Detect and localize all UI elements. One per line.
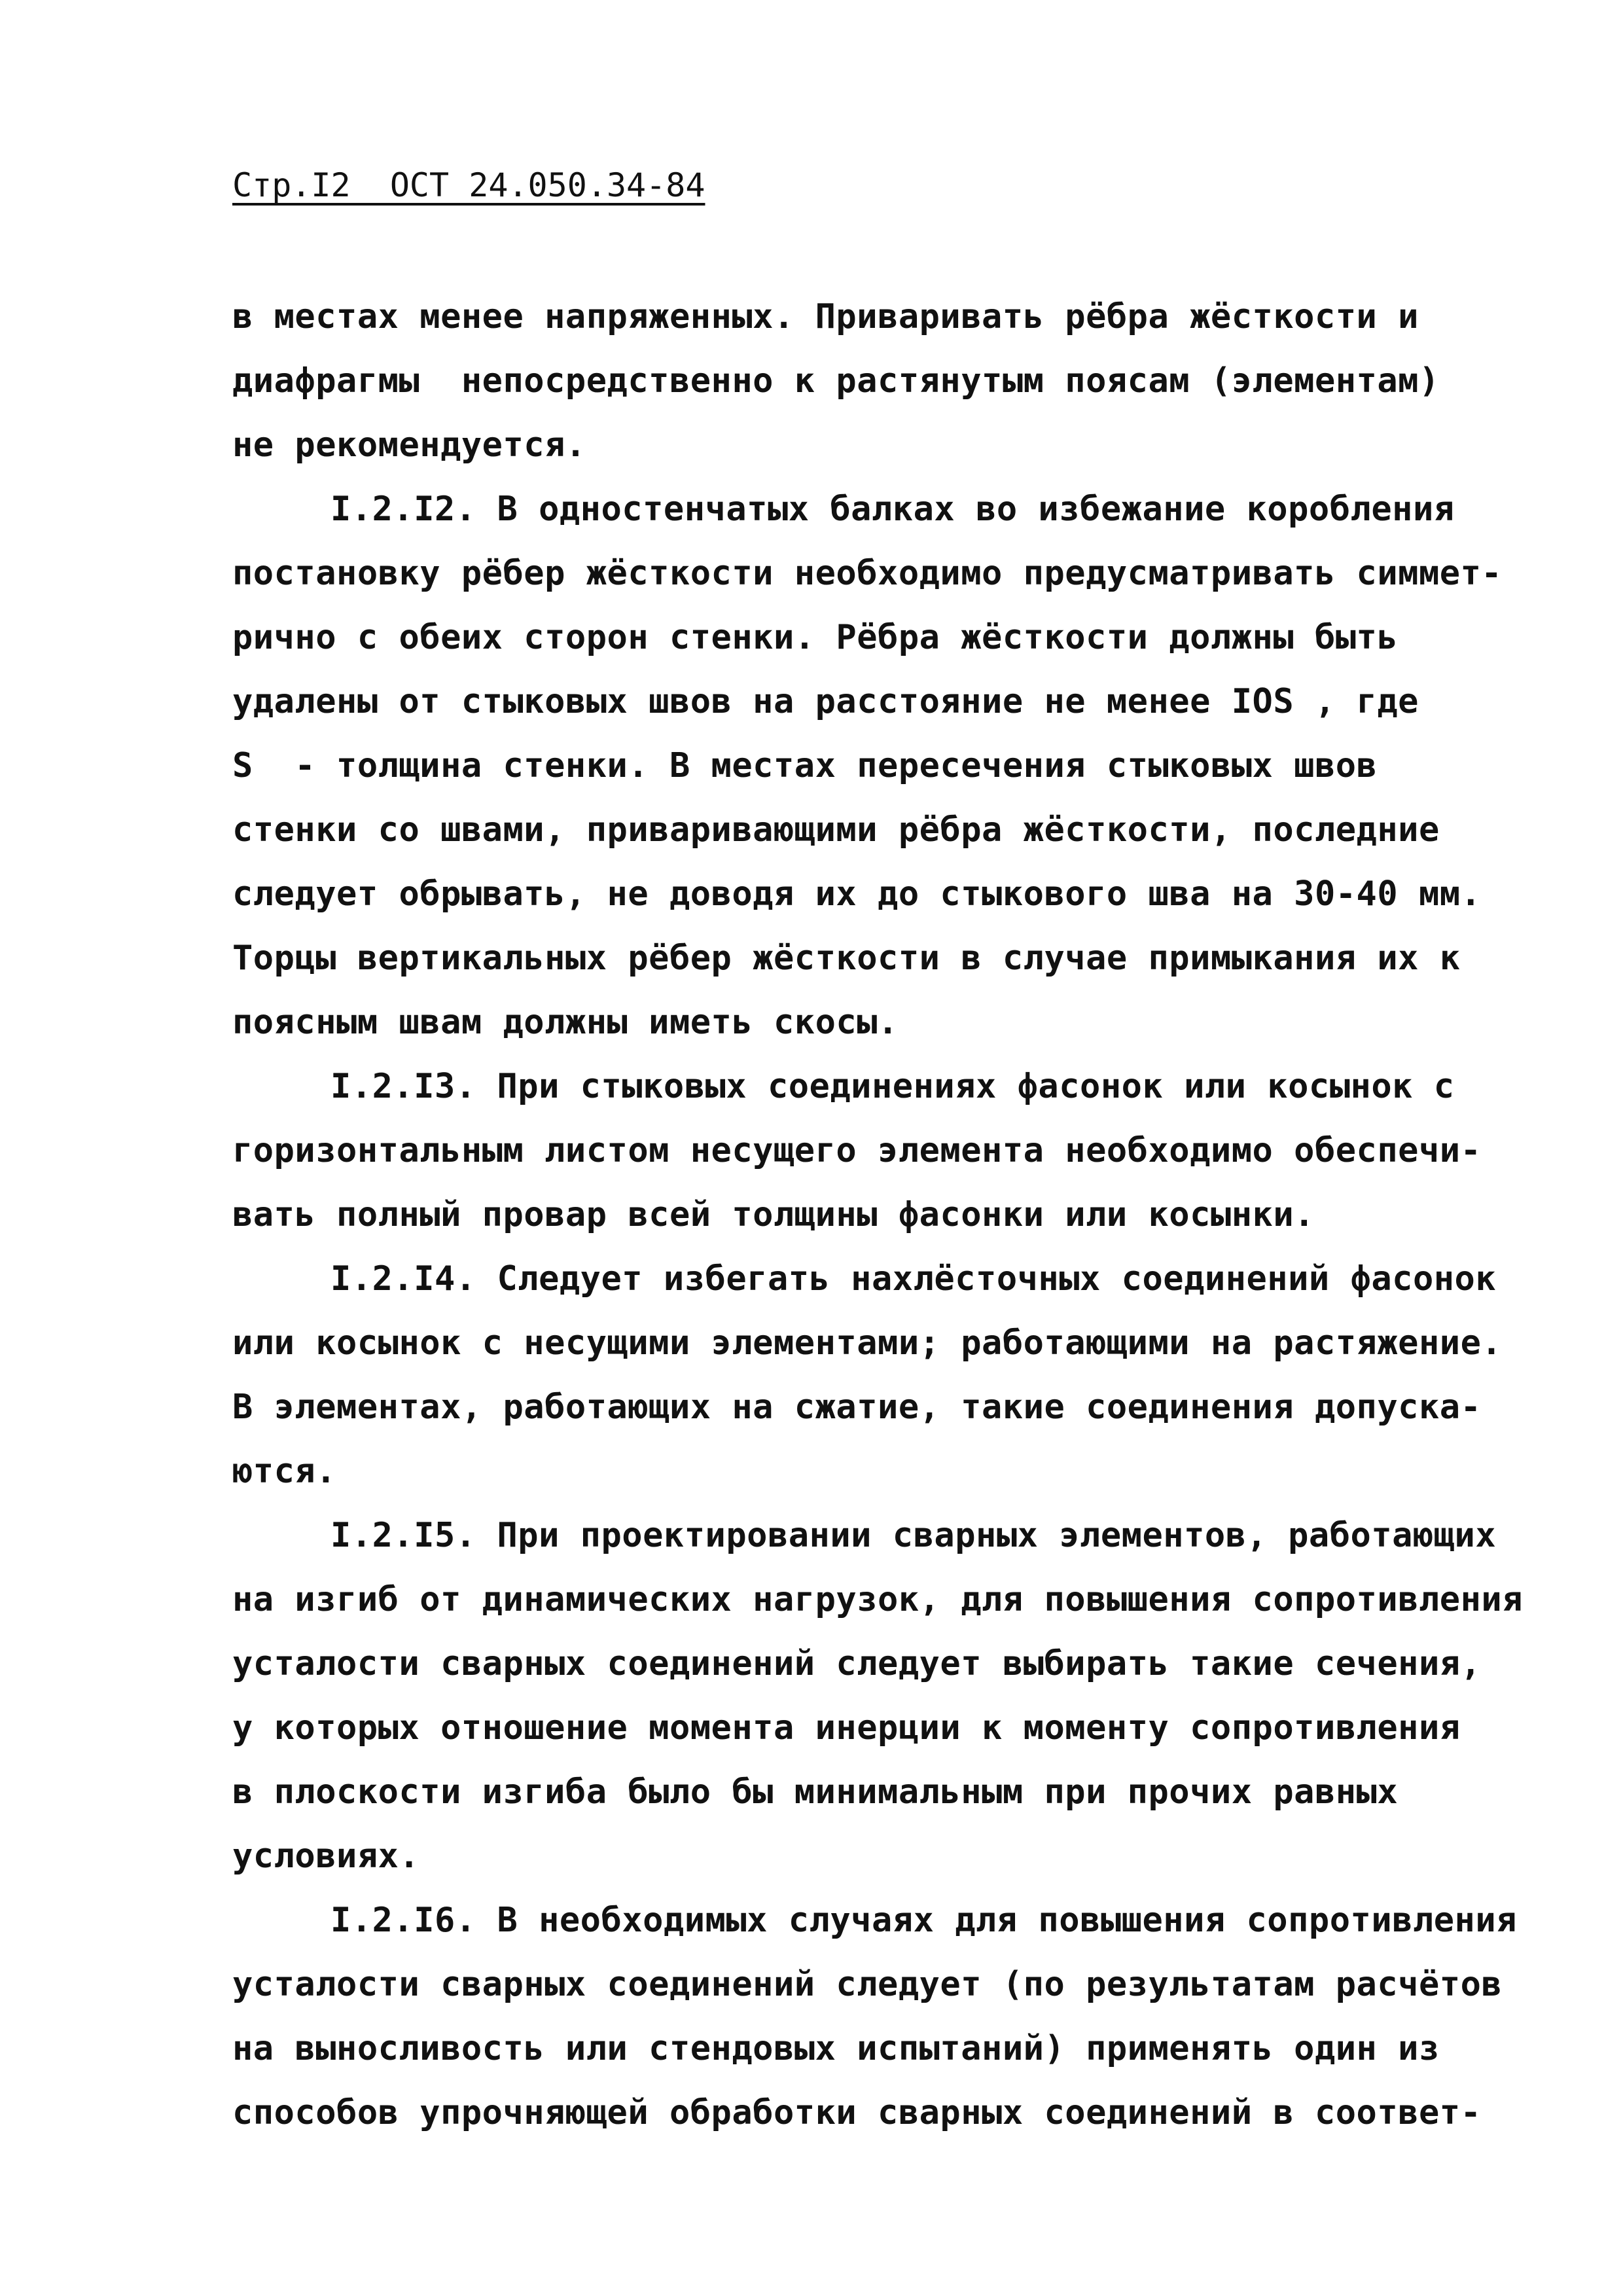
text-line: постановку рёбер жёсткости необходимо предусматривать симмет- [232, 554, 1503, 593]
text-line: поясным швам должны иметь скосы. [232, 1003, 899, 1042]
text-line: I.2.I6. В необходимых случаях для повышения сопротивления [330, 1901, 1517, 1940]
text-line: условиях. [232, 1837, 420, 1876]
text-line: диафрагмы непосредственно к растянутым поясам (элементам) [232, 361, 1440, 401]
text-line: в местах менее напряженных. Приваривать рёбра жёсткости и [232, 297, 1419, 336]
text-line: в плоскости изгиба было бы минимальным при прочих равных [232, 1772, 1399, 1812]
text-line: следует обрывать, не доводя их до стыкового шва на 30-40 мм. [232, 874, 1482, 914]
body-text [232, 285, 1524, 2145]
text-line: I.2.I5. При проектировании сварных элементов, работающих [330, 1516, 1497, 1555]
text-line: или косынок с несущими элементами; работающими на растяжение. [232, 1323, 1503, 1363]
text-line: В элементах, работающих на сжатие, такие соединения допуска- [232, 1388, 1482, 1427]
text-line: горизонтальным листом несущего элемента необходимо обеспечи- [232, 1131, 1482, 1170]
text-line: Торцы вертикальных рёбер жёсткости в случае примыкания их к [232, 939, 1461, 978]
text-line: способов упрочняющей обработки сварных соединений в соответ- [232, 2093, 1482, 2132]
text-line: I.2.I3. При стыковых соединениях фасонок или косынок с [330, 1067, 1455, 1106]
text-line: удалены от стыковых швов на расстояние не менее IOS , где [232, 682, 1419, 721]
text-line: на изгиб от динамических нагрузок, для повышения сопротивления [232, 1580, 1524, 1619]
text-line: у которых отношение момента инерции к моменту сопротивления [232, 1708, 1461, 1748]
text-line: ются. [232, 1452, 337, 1491]
text-line: усталости сварных соединений следует выбирать такие сечения, [232, 1644, 1482, 1683]
page-header: Стр.I2 ОСТ 24.050.34-84 [232, 166, 705, 204]
text-line: S - толщина стенки. В местах пересечения стыковых швов [232, 746, 1378, 785]
text-line: I.2.I4. Следует избегать нахлёсточных соединений фасонок [330, 1259, 1497, 1299]
text-line: вать полный провар всей толщины фасонки или косынки. [232, 1195, 1315, 1234]
text-line: на выносливость или стендовых испытаний) применять один из [232, 2029, 1440, 2068]
text-line: усталости сварных соединений следует (по результатам расчётов [232, 1965, 1503, 2004]
text-line: рично с обеих сторон стенки. Рёбра жёсткости должны быть [232, 618, 1399, 657]
text-line: I.2.I2. В одностенчатых балках во избежание коробления [330, 490, 1455, 529]
text-line: не рекомендуется. [232, 425, 586, 465]
text-line: стенки со швами, приваривающими рёбра жёсткости, последние [232, 810, 1440, 850]
